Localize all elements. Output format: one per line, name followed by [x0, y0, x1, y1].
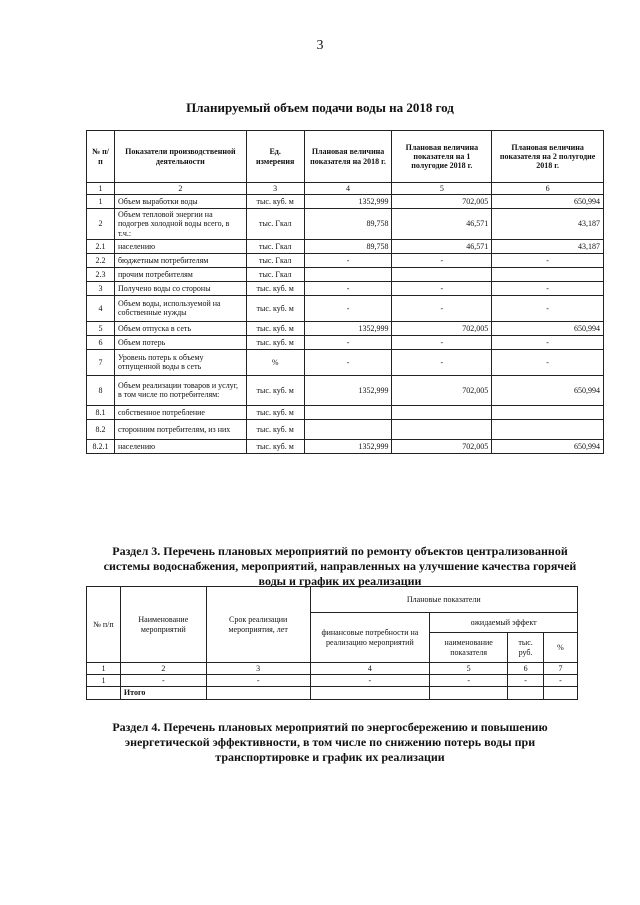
- t2-header-name: Наименование мероприятий: [120, 587, 206, 663]
- t2-header-effect: ожидаемый эффект: [430, 613, 578, 633]
- row-indicator: Получено воды со стороны: [114, 281, 246, 295]
- row-unit: тыс. куб. м: [246, 321, 304, 335]
- data-cell: -: [430, 675, 508, 687]
- row-num: 2.1: [87, 239, 115, 253]
- row-plan-year: 1352,999: [304, 375, 392, 405]
- header-plan-year: Плановая величина показателя на 2018 г.: [304, 131, 392, 183]
- index-cell: 4: [304, 183, 392, 195]
- row-num: 3: [87, 281, 115, 295]
- row-indicator: собственное потребление: [114, 405, 246, 419]
- index-cell: 5: [430, 663, 508, 675]
- row-num: 5: [87, 321, 115, 335]
- t2-total-row: [87, 687, 578, 699]
- row-plan-h1: [392, 267, 492, 281]
- row-indicator: Объем реализации товаров и услуг, в том числе по потребителям:: [114, 375, 246, 405]
- row-num: 8: [87, 375, 115, 405]
- data-cell: -: [508, 675, 544, 687]
- row-unit: тыс. Гкал: [246, 253, 304, 267]
- row-unit: тыс. куб. м: [246, 405, 304, 419]
- row-indicator: населению: [114, 439, 246, 453]
- index-cell: 5: [392, 183, 492, 195]
- row-plan-h1: [392, 419, 492, 439]
- empty-cell: [87, 687, 121, 699]
- empty-cell: [508, 687, 544, 699]
- row-plan-h1: -: [392, 349, 492, 375]
- row-plan-h2: 650,994: [492, 195, 604, 209]
- row-unit: тыс. Гкал: [246, 267, 304, 281]
- row-indicator: Объем отпуска в сеть: [114, 321, 246, 335]
- index-cell: 7: [544, 663, 578, 675]
- row-unit: %: [246, 349, 304, 375]
- index-row: [87, 183, 604, 195]
- t2-index-row: [87, 663, 578, 675]
- row-plan-year: 1352,999: [304, 195, 392, 209]
- row-unit: тыс. куб. м: [246, 281, 304, 295]
- empty-cell: [206, 687, 310, 699]
- table-row: [87, 281, 604, 295]
- row-indicator: Объем выработки воды: [114, 195, 246, 209]
- row-plan-h2: -: [492, 253, 604, 267]
- row-plan-year: -: [304, 349, 392, 375]
- row-plan-h1: -: [392, 281, 492, 295]
- row-unit: тыс. куб. м: [246, 195, 304, 209]
- water-supply-table: [86, 130, 604, 454]
- table-row: [87, 267, 604, 281]
- row-indicator: населению: [114, 239, 246, 253]
- row-unit: тыс. Гкал: [246, 239, 304, 253]
- table-row: [87, 335, 604, 349]
- table-row: [87, 253, 604, 267]
- row-plan-year: -: [304, 335, 392, 349]
- row-plan-h1: -: [392, 295, 492, 321]
- row-unit: тыс. куб. м: [246, 335, 304, 349]
- section3-title: Раздел 3. Перечень плановых мероприятий по ремонту объектов централизованной системы водоснабжения, мероприятий, направленных на улучшение качества горячей воды и график их реализации: [103, 544, 577, 588]
- row-plan-year: [304, 419, 392, 439]
- row-indicator: Уровень потерь к объему отпущенной воды в сеть: [114, 349, 246, 375]
- index-cell: 6: [508, 663, 544, 675]
- row-plan-h1: -: [392, 253, 492, 267]
- table-row: [87, 295, 604, 321]
- index-cell: 6: [492, 183, 604, 195]
- empty-cell: [544, 687, 578, 699]
- row-indicator: бюджетным потребителям: [114, 253, 246, 267]
- table-row: [87, 439, 604, 453]
- row-plan-h1: [392, 405, 492, 419]
- row-plan-year: 1352,999: [304, 321, 392, 335]
- data-cell: -: [120, 675, 206, 687]
- empty-cell: [310, 687, 430, 699]
- header-unit: Ед. измерения: [246, 131, 304, 183]
- index-cell: 1: [87, 663, 121, 675]
- index-cell: 2: [114, 183, 246, 195]
- row-plan-h1: -: [392, 335, 492, 349]
- row-indicator: Объем воды, используемой на собственные нужды: [114, 295, 246, 321]
- row-indicator: сторонним потребителям, из них: [114, 419, 246, 439]
- row-indicator: Объем тепловой энергии на подогрев холодной воды всего, в т.ч.:: [114, 209, 246, 240]
- row-plan-year: -: [304, 253, 392, 267]
- row-plan-h2: 650,994: [492, 321, 604, 335]
- row-num: 8.2: [87, 419, 115, 439]
- row-plan-h2: 43,187: [492, 239, 604, 253]
- table-row: [87, 405, 604, 419]
- row-plan-h2: -: [492, 349, 604, 375]
- row-plan-year: [304, 267, 392, 281]
- table-row: [87, 375, 604, 405]
- row-indicator: прочим потребителям: [114, 267, 246, 281]
- row-unit: тыс. Гкал: [246, 209, 304, 240]
- row-plan-h2: [492, 405, 604, 419]
- table1-title: Планируемый объем подачи воды на 2018 год: [186, 100, 454, 115]
- t2-header-effect-rub: тыс. руб.: [508, 633, 544, 663]
- row-plan-h1: 702,005: [392, 375, 492, 405]
- row-unit: тыс. куб. м: [246, 419, 304, 439]
- row-plan-year: 1352,999: [304, 439, 392, 453]
- table-row: [87, 209, 604, 240]
- row-unit: тыс. куб. м: [246, 375, 304, 405]
- table-row: [87, 419, 604, 439]
- header-indicator: Показатели производственной деятельности: [114, 131, 246, 183]
- empty-cell: [430, 687, 508, 699]
- t2-header-num: № п/п: [87, 587, 121, 663]
- index-cell: 4: [310, 663, 430, 675]
- table-row: [87, 239, 604, 253]
- row-plan-h2: 43,187: [492, 209, 604, 240]
- total-label: Итого: [120, 687, 206, 699]
- row-plan-h1: 46,571: [392, 209, 492, 240]
- t2-header-finance: финансовые потребности на реализацию мероприятий: [310, 613, 430, 663]
- table-row: [87, 349, 604, 375]
- row-num: 2.2: [87, 253, 115, 267]
- t2-header-effect-pct: %: [544, 633, 578, 663]
- row-unit: тыс. куб. м: [246, 439, 304, 453]
- row-num: 4: [87, 295, 115, 321]
- data-cell: -: [310, 675, 430, 687]
- row-plan-h2: 650,994: [492, 439, 604, 453]
- row-plan-h2: [492, 419, 604, 439]
- data-cell: -: [206, 675, 310, 687]
- index-cell: 3: [246, 183, 304, 195]
- row-num: 2: [87, 209, 115, 240]
- row-plan-h1: 702,005: [392, 439, 492, 453]
- t2-header-plan: Плановые показатели: [310, 587, 577, 613]
- row-plan-year: 89,758: [304, 209, 392, 240]
- header-num: № п/п: [87, 131, 115, 183]
- table-row: [87, 321, 604, 335]
- row-plan-year: -: [304, 295, 392, 321]
- row-num: 7: [87, 349, 115, 375]
- row-num: 8.2.1: [87, 439, 115, 453]
- section4-title: Раздел 4. Перечень плановых мероприятий по энергосбережению и повышению энергетической эффективности, в том числе по снижению потерь воды при транспортировке и график их реализации: [112, 720, 548, 764]
- row-plan-h2: -: [492, 281, 604, 295]
- row-plan-h2: [492, 267, 604, 281]
- t2-header-effect-name: наименование показателя: [430, 633, 508, 663]
- index-cell: 1: [87, 183, 115, 195]
- row-plan-year: -: [304, 281, 392, 295]
- row-unit: тыс. куб. м: [246, 295, 304, 321]
- row-indicator: Объем потерь: [114, 335, 246, 349]
- row-plan-h2: 650,994: [492, 375, 604, 405]
- row-plan-h2: -: [492, 295, 604, 321]
- repair-measures-table: [86, 586, 578, 700]
- row-num: 8.1: [87, 405, 115, 419]
- row-num: 1: [87, 195, 115, 209]
- row-plan-h1: 702,005: [392, 321, 492, 335]
- row-plan-year: [304, 405, 392, 419]
- row-plan-year: 89,758: [304, 239, 392, 253]
- page-number: 3: [316, 38, 324, 53]
- index-cell: 2: [120, 663, 206, 675]
- index-cell: 3: [206, 663, 310, 675]
- header-plan-h2: Плановая величина показателя на 2 полугодие 2018 г.: [492, 131, 604, 183]
- t2-data-row: [87, 675, 578, 687]
- row-plan-h2: -: [492, 335, 604, 349]
- data-cell: -: [544, 675, 578, 687]
- header-plan-h1: Плановая величина показателя на 1 полугодие 2018 г.: [392, 131, 492, 183]
- data-cell: 1: [87, 675, 121, 687]
- row-plan-h1: 46,571: [392, 239, 492, 253]
- row-num: 2.3: [87, 267, 115, 281]
- table-row: [87, 195, 604, 209]
- row-num: 6: [87, 335, 115, 349]
- row-plan-h1: 702,005: [392, 195, 492, 209]
- t2-header-term: Срок реализации мероприятия, лет: [206, 587, 310, 663]
